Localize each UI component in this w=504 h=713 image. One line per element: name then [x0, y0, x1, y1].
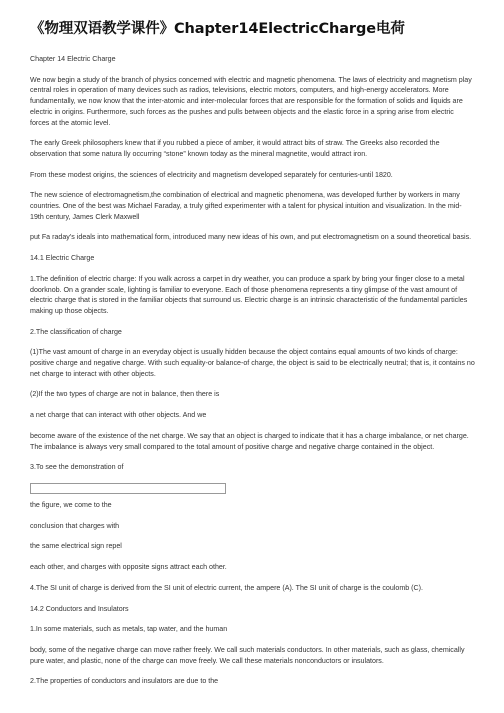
paragraph-conductors-1a: 1.In some materials, such as metals, tap water, and the human	[30, 625, 228, 634]
paragraph-demo-line-5: each other, and charges with opposite signs attract each other.	[30, 563, 227, 572]
paragraph-demo-line-2: the figure, we come to the	[30, 500, 112, 509]
paragraph-faraday: put Fa raday’s ideals into mathematical form, introduced many new ideas of his own, and put electromagnetism on a sound theoretical basis.	[30, 233, 472, 242]
paragraph-classification-2a: (2)If the two types of charge are not in balance, then there is	[30, 390, 220, 399]
paragraph-greeks: The early Greek philosophers knew that if you rubbed a piece of amber, it would attract bits of straw. The Greeks also recorded the observation that some natura lly occurring “stone” known today as the mineral magnetite, would attract iron.	[30, 139, 440, 158]
paragraph-conductors-2: 2.The properties of conductors and insulators are due to the	[30, 677, 219, 686]
paragraph-origins: From these modest origins, the sciences of electricity and magnetism developed separately for centuries-until 1820.	[30, 170, 393, 179]
paragraph-classification: 2.The classification of charge	[30, 327, 122, 336]
paragraph-electromagnetism: The new science of electromagnetism,the combination of electrical and magnetic phenomena, was developed further by workers in many countries. One of the best was Michael Faraday, a truly gifted experimenter with a talent for physical intuition and visualization. In the mid-19th century, James Clerk Maxwell	[30, 191, 462, 221]
paragraph-demonstration: 3.To see the demonstration of	[30, 463, 124, 472]
document-title: 《物理双语教学课件》Chapter14ElectricCharge电荷	[30, 21, 405, 37]
paragraph-conductors-1b: body, some of the negative charge can move rather freely. We call such materials conductors. In other materials, such as glass, chemically pure water, and plastic, none of the charge can move freely. We call these materials nonconductors or insulators.	[30, 645, 465, 665]
paragraph-classification-2c: become aware of the existence of the net charge. We say that an object is charged to indicate that it has a charge imbalance, or net charge. The imbalance is always very small compared to the total amount of positive charge and negative charge contained in the object.	[30, 431, 469, 451]
paragraph-definition: 1.The definition of electric charge: If you walk across a carpet in dry weather, you can produce a spark by bring your finger close to a metal doorknob. On a grander scale, lighting is familiar to everyone. Each of those phenomena represents a tiny glimpse of the vast amount of electric charge that is stored in the familiar objects that surround us. Electric charge is an intrinsic characteristic of the fundamental particles making up those objects.	[30, 274, 468, 315]
paragraph-si-unit: 4.The SI unit of charge is derived from the SI unit of electric current, the ampere (A). The SI unit of charge is the coulomb (C).	[30, 583, 423, 592]
figure-placeholder	[30, 483, 226, 494]
paragraph-demo-line-3: conclusion that charges with	[30, 521, 120, 530]
section-heading-conductors: 14.2 Conductors and Insulators	[30, 604, 129, 613]
paragraph-classification-2b: a net charge that can interact with other objects. And we	[30, 411, 207, 420]
document-body	[30, 54, 475, 687]
paragraph-classification-1: (1)The vast amount of charge in an everyday object is usually hidden because the object contains equal amounts of two kinds of charge: positive charge and negative charge. With such equality-or balance-of charge, the object is said to be electrically neutral; that is, it contains no net charge to interact with other objects.	[30, 348, 475, 378]
paragraph-intro: We now begin a study of the branch of physics concerned with electric and magnetic phenomena. The laws of electricity and magnetism play central roles in operation of many devices such as radios, televisions, electric motors, computers, and high-energy accelerators. More fundamentally, we now know that the inter-atomic and inter-molecular forces that are responsible for the formation of solids and liquids are electric in origins. Furthermore, such forces as the pushes and pulls between objects and the elastic force in a spring arise from electric forces at the atomic level.	[30, 75, 472, 127]
chapter-heading: Chapter 14 Electric Charge	[30, 55, 116, 63]
paragraph-demo-line-4: the same electrical sign repel	[30, 542, 122, 551]
section-heading-electric-charge: 14.1 Electric Charge	[30, 254, 95, 263]
